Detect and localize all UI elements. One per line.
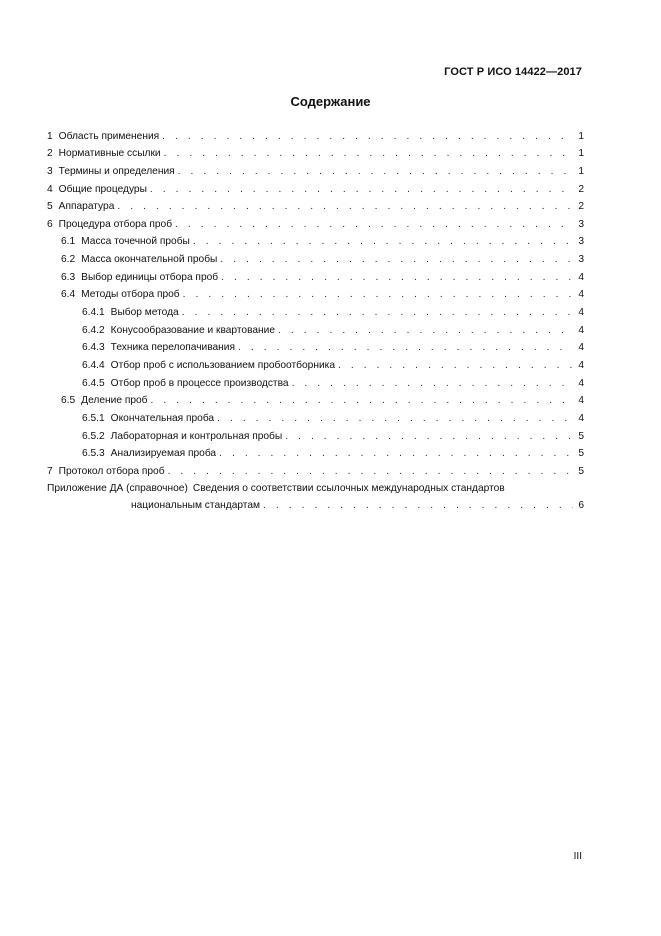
toc-entry-page: 4	[578, 359, 584, 371]
toc-entry-page: 4	[578, 395, 584, 407]
toc-title: Содержание	[290, 94, 371, 109]
toc-entry-6-2[interactable]	[47, 248, 584, 266]
toc-entry-page: 4	[578, 342, 584, 354]
toc-entry-number: 6.5.1	[82, 412, 105, 424]
dot-leader	[183, 289, 573, 301]
toc-entry-page: 4	[578, 324, 584, 336]
toc-entry-number: 6.4.2	[82, 324, 105, 336]
toc-entry-label: Методы отбора проб	[81, 289, 180, 301]
dot-leader	[164, 148, 573, 160]
toc-entry-number: 6.3	[61, 271, 76, 283]
toc-entry-6-5[interactable]	[47, 390, 584, 408]
dot-leader	[217, 413, 573, 425]
dot-leader	[168, 466, 573, 478]
toc-entry-page: 4	[578, 412, 584, 424]
toc-entry-label: Анализируемая проба	[110, 448, 217, 460]
toc-entry-label: Протокол отбора проб	[58, 465, 165, 477]
toc-entry-page: 4	[578, 307, 584, 319]
toc-entry-label: Конусообразование и квартование	[110, 324, 276, 336]
toc-entry-number: 6.5.2	[82, 430, 105, 442]
toc-entry-page: 3	[578, 254, 584, 266]
toc-entry-6-4-2[interactable]	[47, 319, 584, 337]
toc-entry-label: Аппаратура	[58, 201, 115, 213]
toc-entry-2[interactable]	[47, 143, 584, 161]
toc-entry-label: Термины и определения	[58, 165, 175, 177]
dot-leader	[162, 131, 573, 143]
toc-entry-number: 5	[47, 201, 53, 213]
toc-entry-number: 6.1	[61, 236, 76, 248]
annex-heading-line	[47, 478, 584, 495]
toc-entry-label: Масса точечной пробы	[81, 236, 190, 248]
toc-entry-label: Отбор проб в процессе производства	[110, 377, 289, 389]
toc-entry-page: 6	[578, 499, 584, 511]
annex-designation: Приложение ДА (справочное)	[47, 482, 188, 494]
dot-leader	[150, 184, 573, 196]
toc-entry-number: 6.5.3	[82, 448, 105, 460]
toc-entry-number: 3	[47, 165, 53, 177]
toc-entry-number: 7	[47, 465, 53, 477]
toc-entry-label: Нормативные ссылки	[58, 148, 161, 160]
dot-leader	[219, 448, 573, 460]
toc-entry-label: Лабораторная и контрольная пробы	[110, 430, 283, 442]
toc-entry-5[interactable]	[47, 196, 584, 214]
toc-entry-page: 5	[578, 448, 584, 460]
dot-leader	[292, 378, 573, 390]
toc-entry-page: 1	[578, 165, 584, 177]
toc-entry-label: Выбор единицы отбора проб	[81, 271, 219, 283]
toc-entry-label: Масса окончательной пробы	[81, 254, 218, 266]
toc-entry-page: 3	[578, 236, 584, 248]
toc-entry-6-3[interactable]	[47, 266, 584, 284]
table-of-contents	[47, 125, 584, 512]
toc-entry-6-5-3[interactable]	[47, 443, 584, 461]
dot-leader	[285, 431, 573, 443]
dot-leader	[193, 236, 573, 248]
dot-leader	[263, 500, 573, 512]
toc-entry-label: Выбор метода	[110, 307, 179, 319]
toc-entry-6-5-1[interactable]	[47, 407, 584, 425]
dot-leader	[178, 166, 573, 178]
toc-entry-label: Процедура отбора проб	[58, 218, 173, 230]
toc-entry-page: 1	[578, 148, 584, 160]
toc-entry-6-4-1[interactable]	[47, 301, 584, 319]
dot-leader	[117, 201, 573, 213]
toc-entry-number: 6.4	[61, 289, 76, 301]
dot-leader	[220, 254, 573, 266]
dot-leader	[182, 307, 573, 319]
toc-entry-label: Окончательная проба	[110, 412, 215, 424]
toc-entry-page: 3	[578, 218, 584, 230]
toc-entry-1[interactable]	[47, 125, 584, 143]
toc-entry-number: 6.4.3	[82, 342, 105, 354]
toc-entry-page: 4	[578, 289, 584, 301]
toc-entry-6-4[interactable]	[47, 284, 584, 302]
toc-entry-page: 4	[578, 271, 584, 283]
toc-entry-number: 6.4.5	[82, 377, 105, 389]
toc-entry-number: 6	[47, 218, 53, 230]
toc-entry-label: Техника перелопачивания	[110, 342, 236, 354]
toc-entry-6-4-3[interactable]	[47, 337, 584, 355]
dot-leader	[238, 342, 573, 354]
toc-entry-3[interactable]	[47, 160, 584, 178]
toc-entry-label: Общие процедуры	[58, 183, 147, 195]
page-number: III	[573, 851, 582, 862]
toc-entry-page: 5	[578, 465, 584, 477]
dot-leader	[175, 219, 573, 231]
dot-leader	[338, 360, 573, 372]
toc-entry-page: 2	[578, 201, 584, 213]
toc-entry-label: Область применения	[58, 130, 160, 142]
toc-entry-page: 2	[578, 183, 584, 195]
dot-leader	[278, 325, 573, 337]
annex-title-line2: национальным стандартам	[131, 499, 261, 511]
document-code: ГОСТ Р ИСО 14422—2017	[444, 66, 582, 78]
toc-entry-number: 1	[47, 130, 53, 142]
toc-entry-6-5-2[interactable]	[47, 425, 584, 443]
toc-entry-number: 4	[47, 183, 53, 195]
annex-continuation-line	[47, 495, 584, 512]
toc-entry-6[interactable]	[47, 213, 584, 231]
toc-entry-6-1[interactable]	[47, 231, 584, 249]
toc-entry-number: 6.4.1	[82, 307, 105, 319]
toc-entry-6-4-4[interactable]	[47, 354, 584, 372]
toc-entry-label: Отбор проб с использованием пробоотборника	[110, 359, 335, 371]
toc-entry-page: 5	[578, 430, 584, 442]
toc-entry-label: Деление проб	[81, 395, 148, 407]
dot-leader	[221, 272, 573, 284]
toc-entry-number: 6.4.4	[82, 359, 105, 371]
toc-entry-number: 2	[47, 148, 53, 160]
toc-entry-page: 4	[578, 377, 584, 389]
toc-entry-number: 6.2	[61, 254, 76, 266]
toc-entry-6-4-5[interactable]	[47, 372, 584, 390]
annex-title-line1: Сведения о соответствии ссылочных международных стандартов	[192, 482, 505, 494]
toc-entry-7[interactable]	[47, 460, 584, 478]
dot-leader	[151, 395, 573, 407]
toc-entry-4[interactable]	[47, 178, 584, 196]
toc-entry-page: 1	[578, 130, 584, 142]
toc-entry-number: 6.5	[61, 395, 76, 407]
toc-entry-annex[interactable]	[47, 478, 584, 512]
